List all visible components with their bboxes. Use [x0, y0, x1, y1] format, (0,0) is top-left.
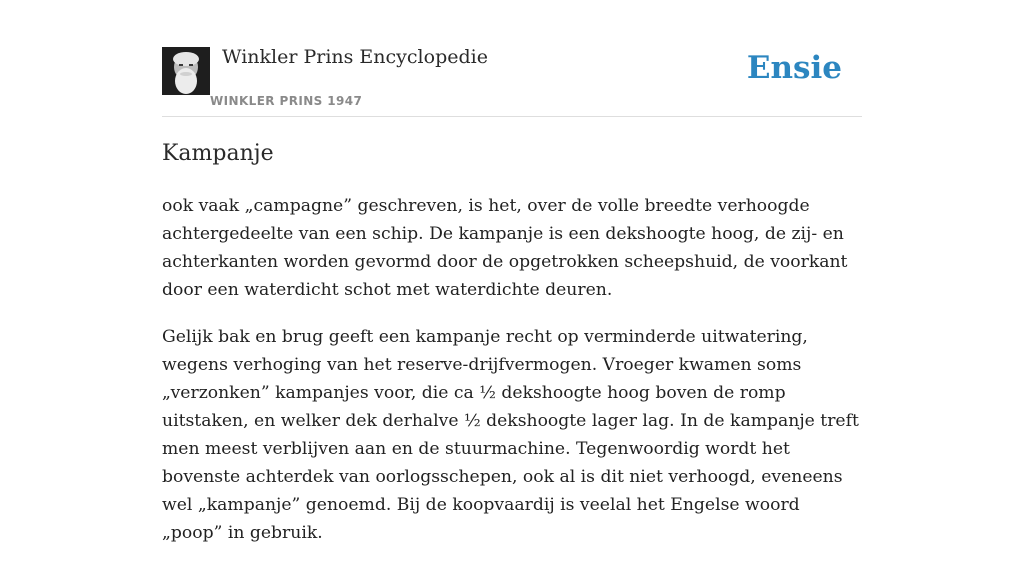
article-paragraph: ook vaak „campagne” geschreven, is het, over de volle breedte verhoogde achtergedeelte van een schip. De kampanje is een dekshoogte hoog, de zij- en achterkanten worden gevormd door de opgetrokken scheepshuid, de voorkant door een waterdicht schot met waterdichte deuren. [162, 196, 848, 300]
article-paragraph: Gelijk bak en brug geeft een kampanje recht op verminderde uitwatering, wegens verhoging van het reserve-drijfvermogen. Vroeger kwamen soms „verzonken” kampanjes voor, die ca ½ dekshoogte hoog boven de romp uitstaken, en welker dek derhalve ½ dekshoogte lager lag. In de kampanje treft men meest verblijven aan en de stuurmachine. Tegenwoordig wordt het bovenste achterdek van oorlogsschepen, ook al is dit niet verhoogd, eveneens wel „kampanje” genoemd. Bij de koopvaardij is veelal het Engelse woord „poop” in gebruik. [162, 327, 859, 543]
brand-logo-link[interactable]: Ensie [746, 50, 842, 86]
author-avatar[interactable] [162, 47, 210, 95]
page-title: Kampanje [162, 141, 274, 166]
article-body [162, 192, 862, 566]
source-title-link[interactable]: Winkler Prins Encyclopedie [222, 46, 488, 68]
author-portrait-icon [162, 47, 210, 95]
source-subtitle: WINKLER PRINS 1947 [210, 94, 363, 108]
page-container [162, 0, 862, 543]
source-header [162, 0, 862, 117]
